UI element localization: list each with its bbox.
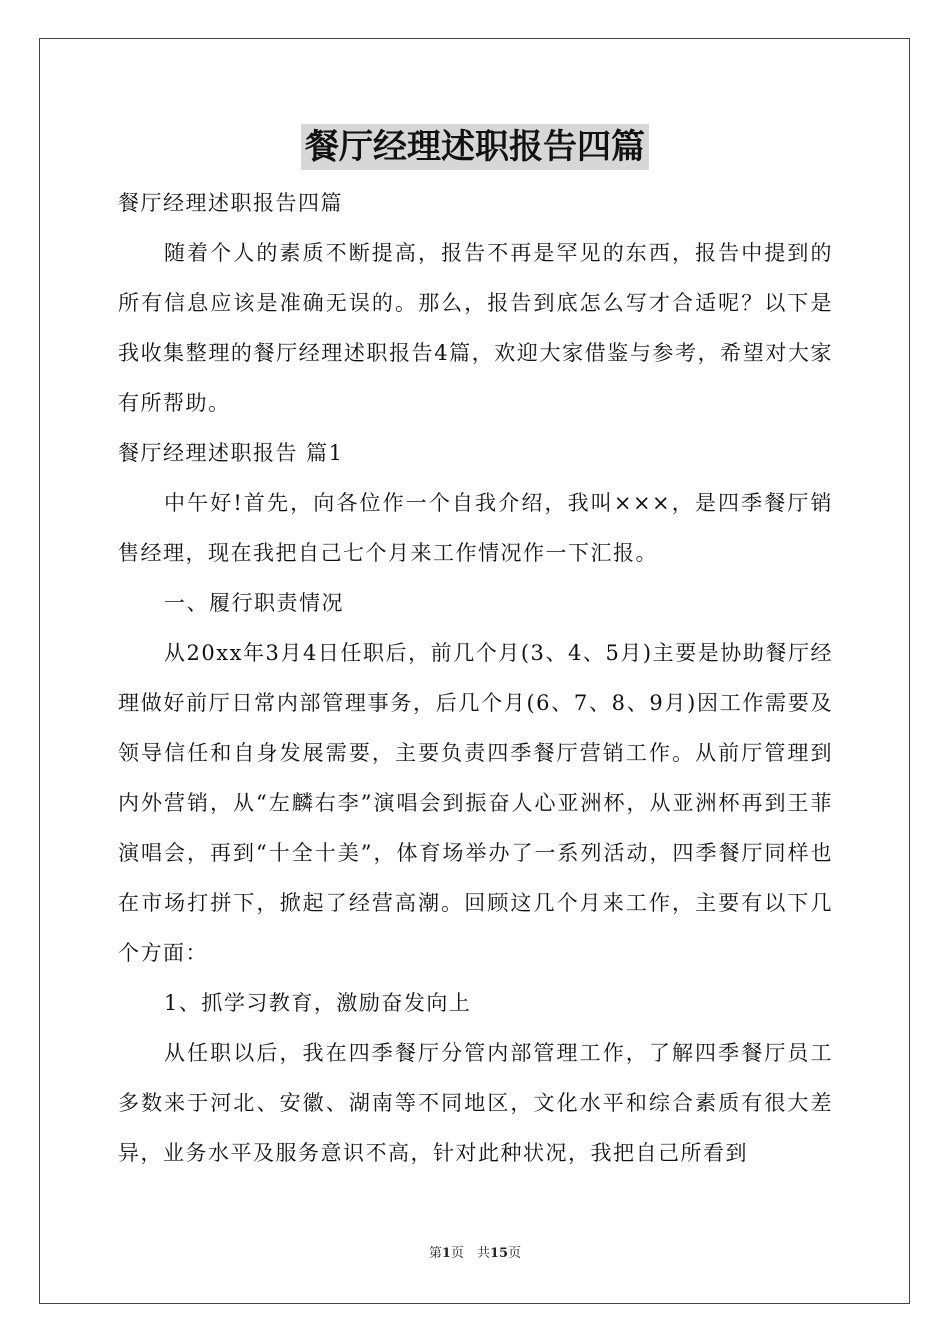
paragraph: 随着个人的素质不断提高，报告不再是罕见的东西，报告中提到的所有信息应该是准确无误的。那么，报告到底怎么写才合适呢？以下是我收集整理的餐厅经理述职报告4篇，欢迎大家借鉴与参考，希望对大家有所帮助。 <box>118 241 833 415</box>
paragraph: 从任职以后，我在四季餐厅分管内部管理工作，了解四季餐厅员工多数来于河北、安徽、湖南等不同地区，文化水平和综合素质有很大差异，业务水平及服务意识不高，针对此种状况，我把自己所看到 <box>118 1041 833 1165</box>
document-body <box>118 178 833 1178</box>
footer-mid: 页 共 <box>450 1246 490 1261</box>
footer-current-page: 1 <box>441 1246 451 1261</box>
footer-suffix: 页 <box>508 1246 522 1261</box>
footer-total-pages: 15 <box>489 1246 509 1261</box>
paragraph: 从20xx年3月4日任职后，前几个月(3、4、5月)主要是协助餐厅经理做好前厅日常内部管理事务，后几个月(6、7、8、9月)因工作需要及领导信任和自身发展需要，主要负责四季餐厅营销工作。从前厅管理到内外营销，从“左麟右李”演唱会到振奋人心亚洲杯，从亚洲杯再到王菲演唱会，再到“十全十美”，体育场举办了一系列活动，四季餐厅同样也在市场打拼下，掀起了经营高潮。回顾这几个月来工作，主要有以下几个方面： <box>118 641 833 965</box>
document-title: 餐厅经理述职报告四篇 <box>301 124 649 170</box>
paragraph: 中午好!首先，向各位作一个自我介绍，我叫×××，是四季餐厅销售经理，现在我把自己七个月来工作情况作一下汇报。 <box>118 491 833 565</box>
section-heading: 餐厅经理述职报告 篇1 <box>118 441 344 465</box>
subsection-heading: 一、履行职责情况 <box>164 591 344 615</box>
footer-prefix: 第 <box>428 1246 442 1261</box>
subsection-heading: 1、抓学习教育，激励奋发向上 <box>164 991 472 1015</box>
title-area <box>0 124 950 170</box>
paragraph: 餐厅经理述职报告四篇 <box>118 191 343 215</box>
page-footer <box>0 1245 950 1263</box>
